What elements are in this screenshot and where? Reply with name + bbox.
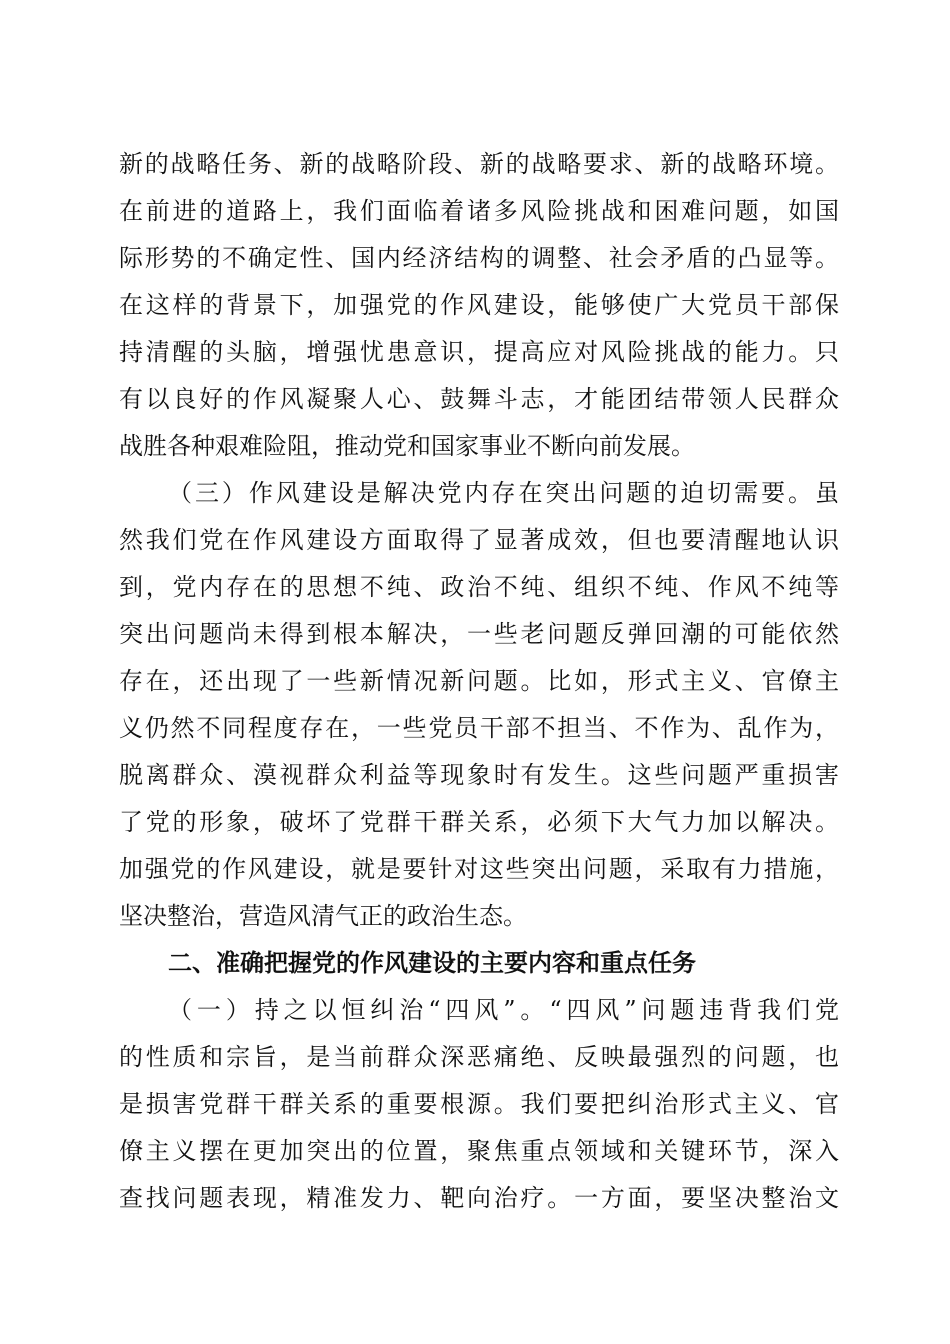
text-line: 脱离群众、漠视群众利益等现象时有发生。这些问题严重损害: [119, 761, 839, 789]
text-line: 在这样的背景下，加强党的作风建设，能够使广大党员干部保: [119, 291, 839, 319]
text-line: 持清醒的头脑，增强忧患意识，提高应对风险挑战的能力。只: [119, 338, 839, 366]
text-line: 然我们党在作风建设方面取得了显著成效，但也要清醒地认识: [119, 526, 839, 554]
text-line: 新的战略任务、新的战略阶段、新的战略要求、新的战略环境。: [119, 150, 839, 178]
text-line: 在前进的道路上，我们面临着诸多风险挑战和困难问题，如国: [119, 197, 839, 225]
text-line: 际形势的不确定性、国内经济结构的调整、社会矛盾的凸显等。: [119, 244, 839, 272]
text-line: 突出问题尚未得到根本解决，一些老问题反弹回潮的可能依然: [119, 620, 839, 648]
section-heading-2: 二、准确把握党的作风建设的主要内容和重点任务: [168, 949, 696, 977]
text-line: 存在，还出现了一些新情况新问题。比如，形式主义、官僚主: [119, 667, 839, 695]
text-line: 僚主义摆在更加突出的位置，聚焦重点领域和关键环节，深入: [119, 1137, 839, 1165]
text-line: 了党的形象，破坏了党群干群关系，必须下大气力加以解决。: [119, 808, 839, 836]
text-line: 加强党的作风建设，就是要针对这些突出问题，采取有力措施，: [119, 855, 839, 883]
text-line: 坚决整治，营造风清气正的政治生态。: [119, 902, 527, 930]
text-line: 是损害党群干群关系的重要根源。我们要把纠治形式主义、官: [119, 1090, 839, 1118]
section-heading-3: （三）作风建设是解决党内存在突出问题的迫切需要。虽: [168, 479, 839, 507]
subsection-heading-1: （一）持之以恒纠治“四风”。“四风”问题违背我们党: [168, 996, 839, 1024]
text-line: 的性质和宗旨，是当前群众深恶痛绝、反映最强烈的问题，也: [119, 1043, 839, 1071]
text-line: 查找问题表现，精准发力、靶向治疗。一方面，要坚决整治文: [119, 1184, 839, 1212]
text-line: 到，党内存在的思想不纯、政治不纯、组织不纯、作风不纯等: [119, 573, 839, 601]
text-line: 有以良好的作风凝聚人心、鼓舞斗志，才能团结带领人民群众: [119, 385, 839, 413]
text-line: 义仍然不同程度存在，一些党员干部不担当、不作为、乱作为，: [119, 714, 839, 742]
text-line: 战胜各种艰难险阻，推动党和国家事业不断向前发展。: [119, 432, 695, 460]
